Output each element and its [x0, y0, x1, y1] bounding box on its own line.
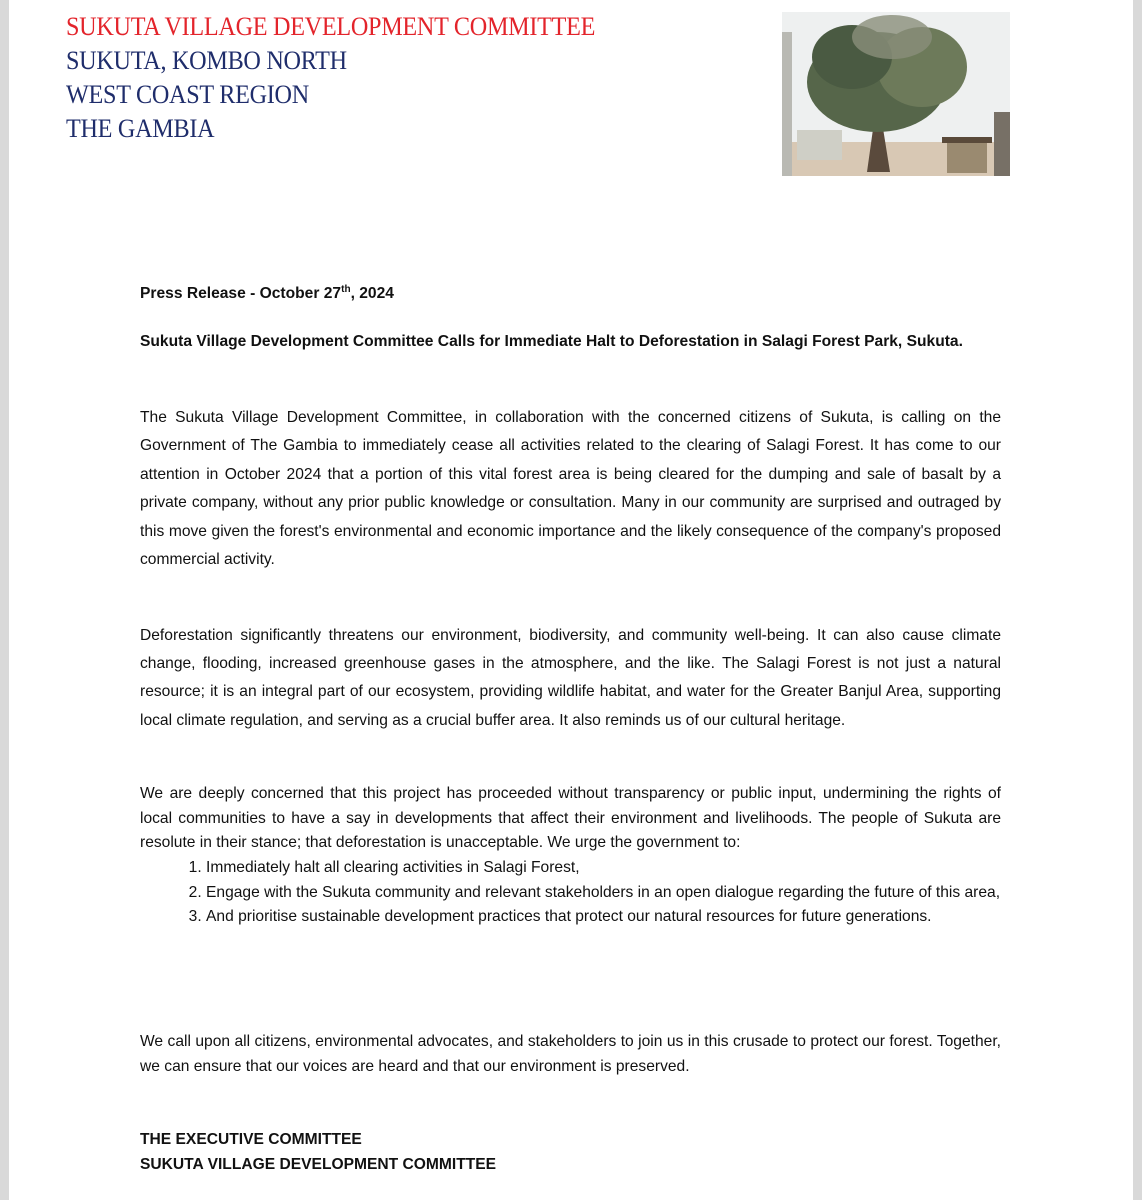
- release-date: [140, 284, 1001, 303]
- list-item: 3. And prioritise sustainable development practices that protect our natural resources for future generations.: [206, 905, 1001, 930]
- signature-block: [140, 1128, 1001, 1177]
- org-name: SUKUTA VILLAGE DEVELOPMENT COMMITTEE: [66, 12, 596, 41]
- date-suffix: th: [341, 284, 351, 295]
- address-line: WEST COAST REGION: [66, 80, 309, 109]
- paragraph: The Sukuta Village Development Committee, in collaboration with the concerned citizens of Sukuta, is calling on the Government of The Gambia to immediately cease all activities related to the clearing of Salagi Forest. It has come to our attention in October 2024 that a portion of this vital forest area is being cleared for the dumping and sale of basalt by a private company, without any prior public knowledge or consultation. Many in our community are surprised and outraged by this move given the forest's environmental and economic importance and the likely consequence of the company's proposed commercial activity.: [140, 409, 1001, 569]
- paragraph: Deforestation significantly threatens our environment, biodiversity, and community well-being. It can also cause climate change, flooding, increased greenhouse gases in the atmosphere, and the like. The Salagi Forest is not just a natural resource; it is an integral part of our ecosystem, providing wildlife habitat, and water for the Greater Banjul Area, supporting local climate regulation, and serving as a crucial buffer area. It also reminds us of our cultural heritage.: [140, 627, 1001, 729]
- list-item: 1. Immediately halt all clearing activities in Salagi Forest,: [206, 856, 1001, 881]
- list-item: 2. Engage with the Sukuta community and relevant stakeholders in an open dialogue regarding the future of this area,: [206, 881, 1001, 906]
- signature-line: THE EXECUTIVE COMMITTEE: [140, 1131, 362, 1148]
- date-year: , 2024: [350, 285, 394, 303]
- headline: Sukuta Village Development Committee Calls for Immediate Halt to Deforestation in Salagi Forest Park, Sukuta.: [140, 333, 963, 350]
- paragraph: We are deeply concerned that this project has proceeded without transparency or public input, undermining the rights of local communities to have a say in developments that affect their environment and livelihoods. The people of Sukuta are resolute in their stance; that deforestation is unacceptable. We urge the government to:: [140, 785, 1001, 852]
- demands-list: [140, 856, 1001, 930]
- baobab-tree-photo: [782, 12, 1010, 176]
- date-text: Press Release - October 27: [140, 285, 342, 303]
- address-line: THE GAMBIA: [66, 114, 215, 143]
- closing-paragraph: We call upon all citizens, environmental advocates, and stakeholders to join us in this crusade to protect our forest. Together, we can ensure that our voices are heard and that our environment is preserved.: [140, 1033, 1001, 1075]
- document-page: [9, 0, 1133, 1200]
- signature-line: SUKUTA VILLAGE DEVELOPMENT COMMITTEE: [140, 1155, 497, 1173]
- address-line: SUKUTA, KOMBO NORTH: [66, 46, 347, 75]
